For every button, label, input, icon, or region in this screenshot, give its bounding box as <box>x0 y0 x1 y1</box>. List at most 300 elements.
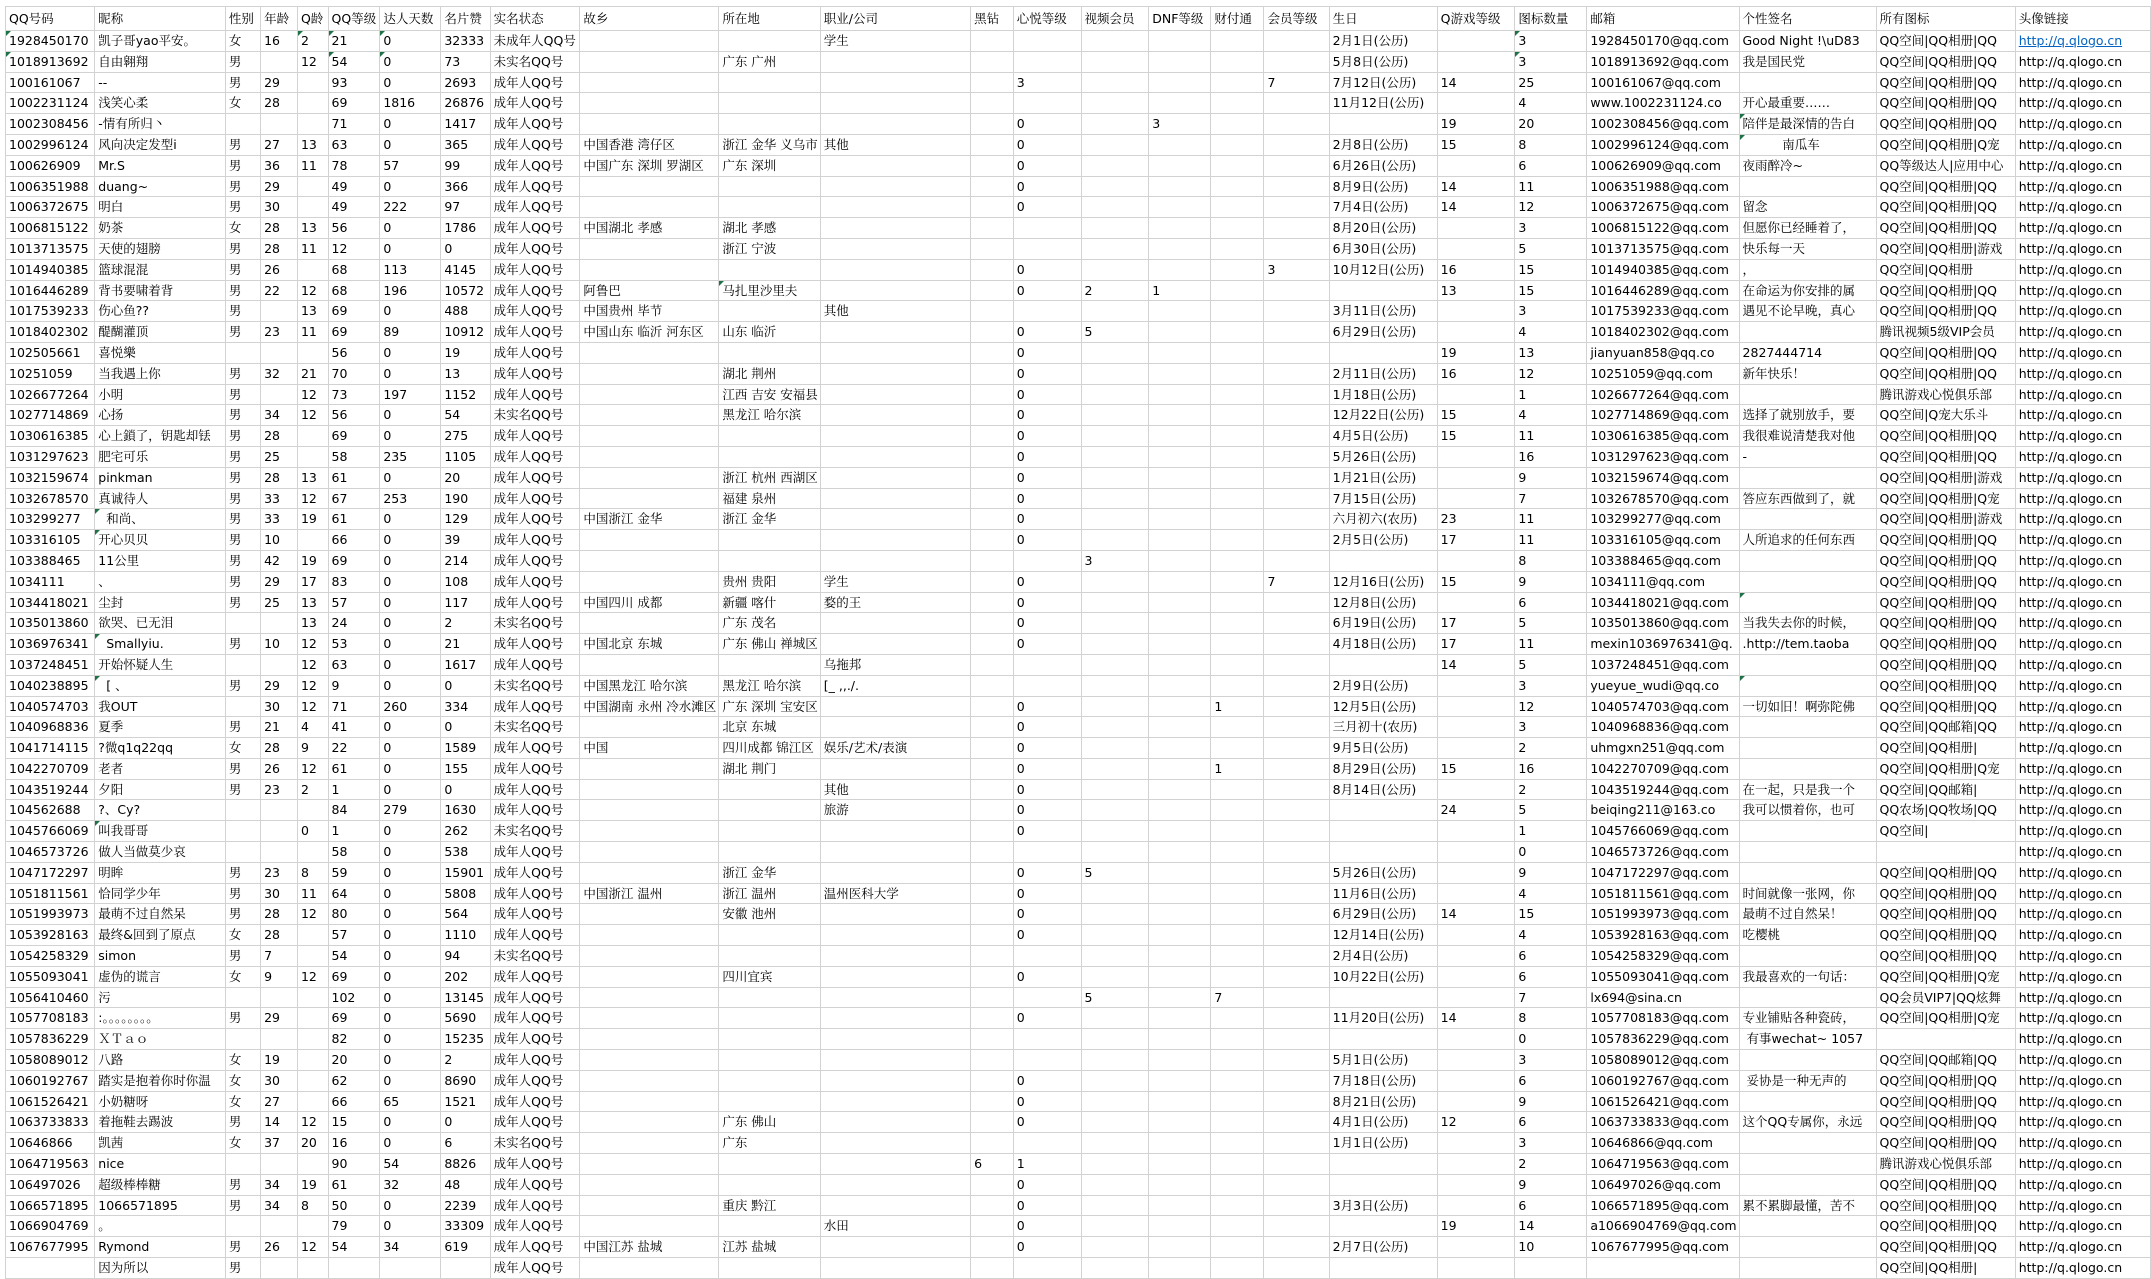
cell-sex[interactable] <box>225 342 260 363</box>
cell-qage[interactable]: 11 <box>297 155 328 176</box>
cell-qgame[interactable] <box>1437 1258 1515 1279</box>
cell-sex[interactable]: 男 <box>225 72 260 93</box>
cell-xy[interactable]: 0 <box>1013 1008 1081 1029</box>
cell-days[interactable]: 0 <box>380 1195 441 1216</box>
cell-sig[interactable] <box>1739 176 1876 197</box>
cell-allicons[interactable]: QQ空间|QQ相册|游戏 <box>1876 509 2015 530</box>
cell-xy[interactable]: 0 <box>1013 821 1081 842</box>
cell-vid[interactable] <box>1081 1008 1149 1029</box>
cell-level[interactable]: 83 <box>328 571 380 592</box>
cell-bd[interactable] <box>971 946 1014 967</box>
cell-icons[interactable]: 3 <box>1515 51 1587 72</box>
cell-days[interactable]: 57 <box>380 155 441 176</box>
cell-bday[interactable]: 4月1日(公历) <box>1329 1112 1437 1133</box>
cell-bd[interactable] <box>971 426 1014 447</box>
cell-sex[interactable]: 男 <box>225 155 260 176</box>
cell-job[interactable] <box>820 1070 970 1091</box>
cell-age[interactable] <box>261 613 298 634</box>
cell-qgame[interactable]: 23 <box>1437 509 1515 530</box>
cell-loc[interactable] <box>719 197 820 218</box>
cell-allicons[interactable]: QQ空间|QQ邮箱| <box>1876 779 2015 800</box>
cell-vid[interactable] <box>1081 530 1149 551</box>
cell-vid[interactable] <box>1081 405 1149 426</box>
cell-cft[interactable] <box>1211 613 1264 634</box>
cell-age[interactable]: 26 <box>261 259 298 280</box>
cell-age[interactable]: 26 <box>261 758 298 779</box>
cell-vid[interactable] <box>1081 738 1149 759</box>
cell-bd[interactable] <box>971 883 1014 904</box>
cell-allicons[interactable]: QQ空间|QQ相册|QQ <box>1876 218 2015 239</box>
cell-allicons[interactable]: QQ空间|QQ相册|QQ <box>1876 1070 2015 1091</box>
cell-real[interactable]: 成年人QQ号 <box>490 1237 580 1258</box>
cell-days[interactable]: 0 <box>380 1070 441 1091</box>
cell-cft[interactable] <box>1211 530 1264 551</box>
cell-vip[interactable] <box>1264 675 1329 696</box>
cell-qgame[interactable]: 17 <box>1437 613 1515 634</box>
cell-qgame[interactable]: 12 <box>1437 1112 1515 1133</box>
cell-vid[interactable] <box>1081 1154 1149 1175</box>
cell-age[interactable]: 28 <box>261 426 298 447</box>
cell-sex[interactable]: 男 <box>225 446 260 467</box>
cell-nick[interactable]: 1066571895 <box>95 1195 226 1216</box>
cell-qage[interactable] <box>297 842 328 863</box>
cell-home[interactable] <box>580 176 719 197</box>
cell-vip[interactable] <box>1264 883 1329 904</box>
cell-icons[interactable]: 5 <box>1515 654 1587 675</box>
cell-cft[interactable] <box>1211 1133 1264 1154</box>
cell-xy[interactable]: 0 <box>1013 634 1081 655</box>
cell-avatar[interactable]: http://q.qlogo.cn <box>2015 1195 2150 1216</box>
cell-xy[interactable] <box>1013 31 1081 52</box>
cell-allicons[interactable]: QQ空间|QQ相册|QQ <box>1876 613 2015 634</box>
cell-avatar[interactable]: http://q.qlogo.cn <box>2015 550 2150 571</box>
cell-days[interactable]: 0 <box>380 530 441 551</box>
cell-bday[interactable]: 6月26日(公历) <box>1329 155 1437 176</box>
cell-icons[interactable]: 4 <box>1515 925 1587 946</box>
cell-loc[interactable]: 湖北 荆州 <box>719 363 820 384</box>
cell-days[interactable]: 0 <box>380 675 441 696</box>
cell-days[interactable]: 0 <box>380 72 441 93</box>
cell-nick[interactable]: ?、Cy? <box>95 800 226 821</box>
cell-vip[interactable] <box>1264 405 1329 426</box>
cell-bday[interactable]: 5月26日(公历) <box>1329 862 1437 883</box>
cell-sig[interactable]: 我很难说清楚我对他 <box>1739 426 1876 447</box>
cell-qgame[interactable]: 14 <box>1437 654 1515 675</box>
cell-sex[interactable]: 女 <box>225 218 260 239</box>
cell-bd[interactable] <box>971 93 1014 114</box>
cell-mail[interactable]: 1045766069@qq.com <box>1587 821 1739 842</box>
cell-icons[interactable]: 13 <box>1515 342 1587 363</box>
cell-xy[interactable] <box>1013 93 1081 114</box>
cell-age[interactable] <box>261 1216 298 1237</box>
cell-qage[interactable]: 12 <box>297 654 328 675</box>
cell-bd[interactable] <box>971 176 1014 197</box>
cell-days[interactable]: 0 <box>380 363 441 384</box>
cell-fans[interactable]: 48 <box>441 1174 490 1195</box>
cell-loc[interactable] <box>719 1216 820 1237</box>
cell-vid[interactable]: 5 <box>1081 862 1149 883</box>
cell-age[interactable]: 28 <box>261 738 298 759</box>
cell-fans[interactable]: 32333 <box>441 31 490 52</box>
cell-job[interactable] <box>820 197 970 218</box>
cell-avatar[interactable]: http://q.qlogo.cn <box>2015 301 2150 322</box>
cell-icons[interactable]: 6 <box>1515 966 1587 987</box>
cell-job[interactable]: 旅游 <box>820 800 970 821</box>
cell-allicons[interactable]: QQ空间|QQ邮箱|QQ <box>1876 1050 2015 1071</box>
cell-real[interactable]: 成年人QQ号 <box>490 800 580 821</box>
cell-xy[interactable] <box>1013 550 1081 571</box>
cell-vip[interactable] <box>1264 550 1329 571</box>
cell-avatar[interactable]: http://q.qlogo.cn <box>2015 259 2150 280</box>
cell-qgame[interactable] <box>1437 51 1515 72</box>
cell-level[interactable]: 102 <box>328 987 380 1008</box>
cell-mail[interactable]: 100626909@qq.com <box>1587 155 1739 176</box>
cell-xy[interactable] <box>1013 1050 1081 1071</box>
cell-qgame[interactable] <box>1437 862 1515 883</box>
cell-avatar[interactable]: http://q.qlogo.cn <box>2015 779 2150 800</box>
cell-job[interactable] <box>820 987 970 1008</box>
cell-icons[interactable]: 3 <box>1515 675 1587 696</box>
cell-qage[interactable]: 11 <box>297 238 328 259</box>
cell-sex[interactable]: 男 <box>225 1237 260 1258</box>
cell-age[interactable] <box>261 1258 298 1279</box>
cell-allicons[interactable]: 腾讯视频5级VIP会员 <box>1876 322 2015 343</box>
cell-cft[interactable] <box>1211 218 1264 239</box>
cell-job[interactable] <box>820 405 970 426</box>
cell-home[interactable]: 中国山东 临沂 河东区 <box>580 322 719 343</box>
cell-days[interactable]: 1816 <box>380 93 441 114</box>
cell-sig[interactable] <box>1739 1050 1876 1071</box>
cell-qgame[interactable]: 16 <box>1437 259 1515 280</box>
cell-real[interactable]: 成年人QQ号 <box>490 571 580 592</box>
cell-mail[interactable]: 1006351988@qq.com <box>1587 176 1739 197</box>
cell-days[interactable]: 0 <box>380 1050 441 1071</box>
cell-mail[interactable]: 10251059@qq.com <box>1587 363 1739 384</box>
cell-icons[interactable]: 11 <box>1515 530 1587 551</box>
cell-cft[interactable]: 1 <box>1211 758 1264 779</box>
cell-level[interactable]: 69 <box>328 550 380 571</box>
cell-cft[interactable] <box>1211 1237 1264 1258</box>
cell-cft[interactable] <box>1211 384 1264 405</box>
cell-dnf[interactable] <box>1149 883 1211 904</box>
cell-days[interactable]: 54 <box>380 1154 441 1175</box>
cell-level[interactable]: 56 <box>328 218 380 239</box>
cell-vid[interactable] <box>1081 72 1149 93</box>
cell-qgame[interactable]: 16 <box>1437 363 1515 384</box>
cell-xy[interactable]: 1 <box>1013 1154 1081 1175</box>
cell-real[interactable]: 成年人QQ号 <box>490 758 580 779</box>
column-header-qq[interactable]: QQ号码 <box>6 7 95 31</box>
cell-dnf[interactable] <box>1149 238 1211 259</box>
cell-job[interactable] <box>820 384 970 405</box>
cell-bday[interactable]: 2月9日(公历) <box>1329 675 1437 696</box>
cell-bday[interactable] <box>1329 800 1437 821</box>
cell-days[interactable]: 0 <box>380 405 441 426</box>
cell-icons[interactable]: 8 <box>1515 134 1587 155</box>
cell-fans[interactable]: 564 <box>441 904 490 925</box>
cell-sex[interactable] <box>225 654 260 675</box>
cell-qgame[interactable] <box>1437 322 1515 343</box>
cell-home[interactable] <box>580 530 719 551</box>
cell-real[interactable]: 成年人QQ号 <box>490 842 580 863</box>
cell-real[interactable]: 成年人QQ号 <box>490 426 580 447</box>
cell-cft[interactable] <box>1211 1050 1264 1071</box>
cell-allicons[interactable]: QQ空间|QQ相册|QQ <box>1876 675 2015 696</box>
cell-icons[interactable]: 1 <box>1515 384 1587 405</box>
cell-vid[interactable] <box>1081 904 1149 925</box>
cell-nick[interactable]: 虚伪的谎言 <box>95 966 226 987</box>
cell-cft[interactable] <box>1211 966 1264 987</box>
cell-level[interactable]: 80 <box>328 904 380 925</box>
cell-vip[interactable] <box>1264 509 1329 530</box>
cell-vid[interactable] <box>1081 197 1149 218</box>
cell-level[interactable]: 69 <box>328 93 380 114</box>
cell-days[interactable]: 0 <box>380 550 441 571</box>
cell-dnf[interactable] <box>1149 322 1211 343</box>
cell-allicons[interactable]: QQ空间|QQ相册|Q宠 <box>1876 1008 2015 1029</box>
cell-allicons[interactable]: QQ空间|QQ相册|QQ <box>1876 72 2015 93</box>
cell-allicons[interactable]: QQ空间|QQ相册|Q宠 <box>1876 134 2015 155</box>
cell-job[interactable]: 水田 <box>820 1216 970 1237</box>
cell-icons[interactable]: 0 <box>1515 1029 1587 1050</box>
cell-job[interactable] <box>820 696 970 717</box>
cell-avatar[interactable]: http://q.qlogo.cn <box>2015 738 2150 759</box>
cell-vid[interactable] <box>1081 925 1149 946</box>
cell-bday[interactable] <box>1329 280 1437 301</box>
cell-level[interactable]: 59 <box>328 862 380 883</box>
cell-level[interactable]: 68 <box>328 259 380 280</box>
cell-home[interactable] <box>580 1070 719 1091</box>
cell-loc[interactable]: 广东 广州 <box>719 51 820 72</box>
cell-bd[interactable] <box>971 405 1014 426</box>
cell-vid[interactable] <box>1081 114 1149 135</box>
cell-sex[interactable]: 男 <box>225 862 260 883</box>
cell-mail[interactable]: beiqing211@163.co <box>1587 800 1739 821</box>
cell-job[interactable] <box>820 342 970 363</box>
cell-sig[interactable] <box>1739 758 1876 779</box>
cell-sig[interactable]: 但愿你已经睡着了， <box>1739 218 1876 239</box>
column-header-vip[interactable]: 会员等级 <box>1264 7 1329 31</box>
cell-home[interactable] <box>580 51 719 72</box>
cell-home[interactable] <box>580 966 719 987</box>
cell-avatar[interactable]: http://q.qlogo.cn <box>2015 946 2150 967</box>
cell-mail[interactable]: 1055093041@qq.com <box>1587 966 1739 987</box>
cell-nick[interactable]: 欲哭、已无泪 <box>95 613 226 634</box>
cell-vip[interactable] <box>1264 1174 1329 1195</box>
cell-bday[interactable]: 12月22日(公历) <box>1329 405 1437 426</box>
cell-loc[interactable] <box>719 31 820 52</box>
cell-bd[interactable] <box>971 488 1014 509</box>
cell-loc[interactable]: 江西 吉安 安福县 <box>719 384 820 405</box>
cell-job[interactable] <box>820 862 970 883</box>
cell-qage[interactable]: 8 <box>297 862 328 883</box>
cell-mail[interactable]: 1034111@qq.com <box>1587 571 1739 592</box>
cell-allicons[interactable]: 腾讯游戏心悦俱乐部 <box>1876 384 2015 405</box>
cell-loc[interactable]: 浙江 杭州 西湖区 <box>719 467 820 488</box>
cell-avatar[interactable] <box>2015 31 2150 52</box>
cell-real[interactable]: 未实名QQ号 <box>490 675 580 696</box>
cell-nick[interactable]: 开始怀疑人生 <box>95 654 226 675</box>
cell-dnf[interactable] <box>1149 405 1211 426</box>
cell-qage[interactable]: 12 <box>297 280 328 301</box>
cell-cft[interactable] <box>1211 592 1264 613</box>
cell-real[interactable]: 成年人QQ号 <box>490 467 580 488</box>
cell-age[interactable]: 30 <box>261 197 298 218</box>
cell-loc[interactable] <box>719 550 820 571</box>
cell-nick[interactable]: 真诚待人 <box>95 488 226 509</box>
cell-cft[interactable] <box>1211 654 1264 675</box>
cell-qq[interactable]: 1027714869 <box>6 405 95 426</box>
cell-dnf[interactable] <box>1149 1029 1211 1050</box>
cell-level[interactable]: 1 <box>328 779 380 800</box>
cell-home[interactable]: 中国湖南 永州 冷水滩区 <box>580 696 719 717</box>
cell-icons[interactable]: 14 <box>1515 1216 1587 1237</box>
cell-cft[interactable] <box>1211 842 1264 863</box>
cell-nick[interactable]: ?微q1q22qq <box>95 738 226 759</box>
cell-bday[interactable]: 5月26日(公历) <box>1329 446 1437 467</box>
cell-qage[interactable] <box>297 1070 328 1091</box>
cell-vid[interactable]: 5 <box>1081 322 1149 343</box>
cell-icons[interactable]: 16 <box>1515 446 1587 467</box>
cell-mail[interactable]: 1928450170@qq.com <box>1587 31 1739 52</box>
cell-avatar[interactable]: http://q.qlogo.cn <box>2015 363 2150 384</box>
cell-qgame[interactable]: 15 <box>1437 571 1515 592</box>
cell-allicons[interactable]: QQ空间|QQ相册|QQ <box>1876 1216 2015 1237</box>
cell-dnf[interactable] <box>1149 862 1211 883</box>
cell-fans[interactable]: 619 <box>441 1237 490 1258</box>
cell-job[interactable]: 其他 <box>820 779 970 800</box>
cell-vip[interactable] <box>1264 1050 1329 1071</box>
cell-allicons[interactable]: QQ空间|QQ相册|QQ <box>1876 862 2015 883</box>
cell-bday[interactable] <box>1329 114 1437 135</box>
cell-home[interactable]: 中国广东 深圳 罗湖区 <box>580 155 719 176</box>
cell-days[interactable]: 0 <box>380 467 441 488</box>
cell-vid[interactable] <box>1081 634 1149 655</box>
cell-nick[interactable]: duang~ <box>95 176 226 197</box>
cell-home[interactable] <box>580 1008 719 1029</box>
cell-icons[interactable]: 9 <box>1515 862 1587 883</box>
cell-xy[interactable] <box>1013 1133 1081 1154</box>
cell-qage[interactable] <box>297 114 328 135</box>
cell-mail[interactable]: 1006372675@qq.com <box>1587 197 1739 218</box>
column-header-xy[interactable]: 心悦等级 <box>1013 7 1081 31</box>
cell-mail[interactable]: 1032678570@qq.com <box>1587 488 1739 509</box>
cell-vid[interactable] <box>1081 654 1149 675</box>
cell-days[interactable]: 0 <box>380 31 441 52</box>
cell-sex[interactable] <box>225 821 260 842</box>
cell-avatar[interactable]: http://q.qlogo.cn <box>2015 1112 2150 1133</box>
cell-days[interactable]: 0 <box>380 738 441 759</box>
cell-vid[interactable] <box>1081 93 1149 114</box>
cell-cft[interactable] <box>1211 155 1264 176</box>
cell-sig[interactable]: 遇见不论早晚，真心 <box>1739 301 1876 322</box>
cell-sig[interactable]: 有事wechat~ 1057 <box>1739 1029 1876 1050</box>
cell-loc[interactable]: 黑龙江 哈尔滨 <box>719 405 820 426</box>
cell-qage[interactable]: 8 <box>297 1195 328 1216</box>
cell-cft[interactable] <box>1211 176 1264 197</box>
cell-sig[interactable]: 我最喜欢的一句话： <box>1739 966 1876 987</box>
cell-qq[interactable]: 1046573726 <box>6 842 95 863</box>
cell-qq[interactable]: 1002308456 <box>6 114 95 135</box>
cell-xy[interactable]: 0 <box>1013 966 1081 987</box>
cell-cft[interactable] <box>1211 31 1264 52</box>
cell-mail[interactable]: 1002308456@qq.com <box>1587 114 1739 135</box>
cell-sig[interactable] <box>1739 592 1876 613</box>
cell-real[interactable]: 成年人QQ号 <box>490 883 580 904</box>
cell-mail[interactable]: 1057708183@qq.com <box>1587 1008 1739 1029</box>
cell-vip[interactable] <box>1264 1154 1329 1175</box>
cell-qage[interactable] <box>297 426 328 447</box>
column-header-mail[interactable]: 邮箱 <box>1587 7 1739 31</box>
cell-qgame[interactable] <box>1437 1029 1515 1050</box>
cell-age[interactable]: 29 <box>261 72 298 93</box>
cell-age[interactable] <box>261 800 298 821</box>
cell-avatar[interactable]: http://q.qlogo.cn <box>2015 613 2150 634</box>
cell-job[interactable] <box>820 155 970 176</box>
cell-vid[interactable] <box>1081 51 1149 72</box>
cell-days[interactable]: 32 <box>380 1174 441 1195</box>
cell-vip[interactable] <box>1264 342 1329 363</box>
cell-cft[interactable] <box>1211 238 1264 259</box>
cell-fans[interactable]: 1589 <box>441 738 490 759</box>
cell-home[interactable] <box>580 842 719 863</box>
cell-vid[interactable] <box>1081 966 1149 987</box>
cell-vip[interactable] <box>1264 1091 1329 1112</box>
cell-mail[interactable]: 1060192767@qq.com <box>1587 1070 1739 1091</box>
cell-nick[interactable]: 醍醐灌顶 <box>95 322 226 343</box>
cell-bd[interactable] <box>971 134 1014 155</box>
cell-days[interactable]: 0 <box>380 301 441 322</box>
cell-job[interactable] <box>820 467 970 488</box>
cell-allicons[interactable]: QQ空间|QQ相册|QQ <box>1876 301 2015 322</box>
cell-xy[interactable]: 0 <box>1013 259 1081 280</box>
cell-qgame[interactable] <box>1437 93 1515 114</box>
cell-bday[interactable]: 4月5日(公历) <box>1329 426 1437 447</box>
cell-bday[interactable] <box>1329 1029 1437 1050</box>
cell-sex[interactable]: 女 <box>225 1050 260 1071</box>
cell-avatar[interactable]: http://q.qlogo.cn <box>2015 800 2150 821</box>
cell-icons[interactable]: 12 <box>1515 363 1587 384</box>
cell-xy[interactable]: 3 <box>1013 72 1081 93</box>
cell-bday[interactable]: 6月29日(公历) <box>1329 904 1437 925</box>
cell-fans[interactable]: 10572 <box>441 280 490 301</box>
cell-qage[interactable]: 12 <box>297 675 328 696</box>
cell-xy[interactable]: 0 <box>1013 800 1081 821</box>
cell-qgame[interactable] <box>1437 1050 1515 1071</box>
cell-loc[interactable]: 广东 深圳 宝安区 <box>719 696 820 717</box>
cell-icons[interactable]: 6 <box>1515 1070 1587 1091</box>
cell-qq[interactable]: 10646866 <box>6 1133 95 1154</box>
column-header-cft[interactable]: 财付通 <box>1211 7 1264 31</box>
cell-qgame[interactable] <box>1437 1091 1515 1112</box>
cell-avatar[interactable]: http://q.qlogo.cn <box>2015 696 2150 717</box>
cell-mail[interactable]: 1051811561@qq.com <box>1587 883 1739 904</box>
cell-home[interactable] <box>580 1216 719 1237</box>
cell-bd[interactable] <box>971 987 1014 1008</box>
cell-loc[interactable]: 广东 深圳 <box>719 155 820 176</box>
cell-avatar[interactable]: http://q.qlogo.cn <box>2015 966 2150 987</box>
cell-sex[interactable]: 男 <box>225 322 260 343</box>
cell-fans[interactable]: 0 <box>441 717 490 738</box>
cell-avatar[interactable]: http://q.qlogo.cn <box>2015 93 2150 114</box>
cell-days[interactable]: 0 <box>380 509 441 530</box>
cell-days[interactable]: 0 <box>380 218 441 239</box>
cell-qgame[interactable]: 15 <box>1437 405 1515 426</box>
cell-vip[interactable] <box>1264 1070 1329 1091</box>
cell-cft[interactable] <box>1211 114 1264 135</box>
cell-qage[interactable]: 13 <box>297 467 328 488</box>
cell-mail[interactable]: 1006815122@qq.com <box>1587 218 1739 239</box>
